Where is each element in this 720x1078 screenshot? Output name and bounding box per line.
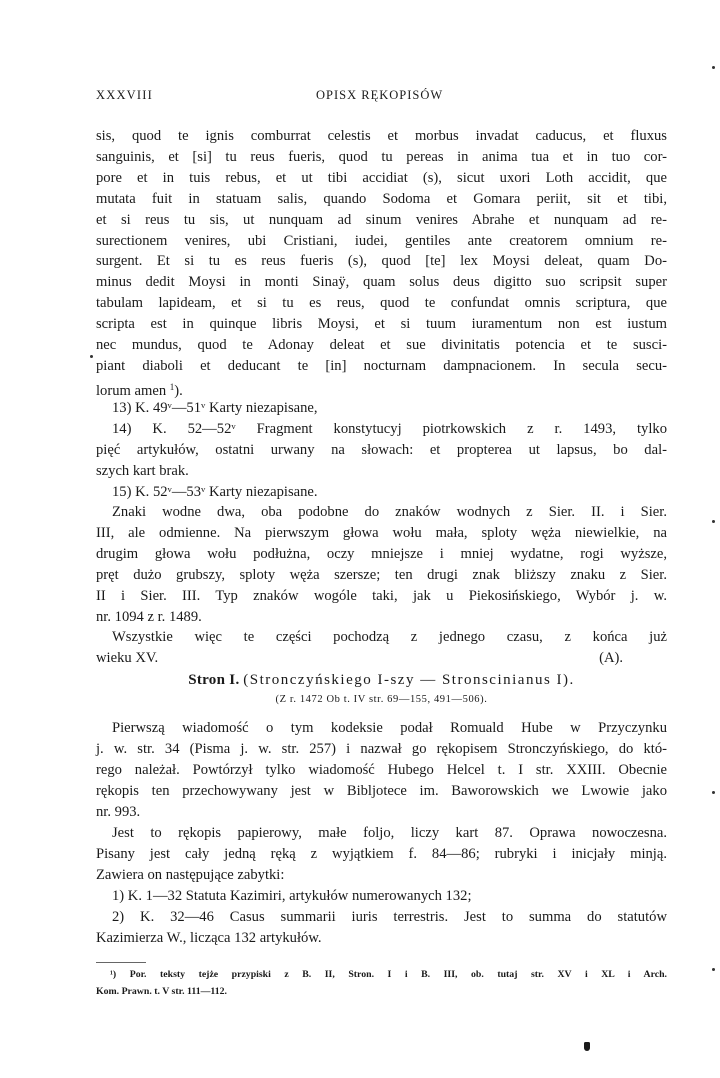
footnote-divider bbox=[96, 962, 146, 963]
text-line: Wszystkie więc te części pochodzą z jednego czasu, z końca już bbox=[112, 629, 667, 646]
text-line: Kazimierza W., licząca 132 artykułów. bbox=[96, 929, 322, 946]
scan-speck bbox=[712, 791, 715, 794]
list-item: 14) K. 52—52ᵛ Fragment konstytucyj piotrkowskich z r. 1493, tylko bbox=[112, 420, 667, 437]
footnote-line: ¹) Por. teksty tejże przypiski z B. II, Stron. I i B. III, ob. tutaj str. XV i XL i Arch. bbox=[110, 969, 667, 980]
text-line: surectionem venires, ubi Cristiani, iudei, gentiles ante creatorem omnium re- bbox=[96, 232, 667, 249]
source-mark: (A). bbox=[599, 650, 623, 667]
text-fragment: ). bbox=[174, 382, 183, 399]
watermarks-paragraph bbox=[96, 502, 667, 669]
footnote-mark: 1 bbox=[169, 381, 175, 392]
list-item: 15) K. 52ᵛ—53ᵛ Karty niezapisane. bbox=[112, 483, 318, 500]
latin-paragraph bbox=[96, 126, 667, 402]
text-line: piant diaboli et deducant te [in] nocturnam dampnacionem. In secula secu- bbox=[96, 357, 667, 374]
list-item: 13) K. 49ᵛ—51ᵛ Karty niezapisane, bbox=[112, 400, 318, 416]
section-subtitle: (Z r. 1472 Ob t. IV str. 69—155, 491—506). bbox=[275, 694, 488, 705]
scan-speck bbox=[712, 520, 715, 523]
text-line: Pisany jest cały jedną ręką z wyjątkiem f. 84—86; rubryki i inicjały minją. bbox=[96, 845, 667, 862]
ink-blot bbox=[584, 1042, 590, 1051]
item-list-b bbox=[96, 886, 667, 949]
section-title-bold: Stron I. bbox=[188, 672, 240, 688]
text-line: j. w. str. 34 (Pisma j. w. str. 257) i nazwał go rękopisem Stronczyńskiego, do któ- bbox=[96, 740, 667, 757]
running-title: OPISX RĘKOPISÓW bbox=[316, 88, 444, 102]
text-line: pięć artykułów, ostatni urwany na słowach: et propterea ut lapsus, bo dal- bbox=[96, 441, 667, 458]
footnote-line: Kom. Prawn. t. V str. 111—112. bbox=[96, 986, 227, 997]
text-line: Pierwszą wiadomość o tym kodeksie podał Romuald Hube w Przyczynku bbox=[112, 720, 667, 736]
text-line bbox=[96, 648, 667, 669]
list-item: 2) K. 32—46 Casus summarii iuris terrestris. Jest to summa do statutów bbox=[112, 908, 667, 925]
text-fragment: wieku XV. bbox=[96, 650, 159, 667]
description-paragraph bbox=[96, 718, 667, 823]
page-number: XXXVIII bbox=[96, 88, 153, 102]
text-line: II i Sier. III. Typ znaków wogóle taki, jak u Piekosińskiego, Wybór j. w. bbox=[96, 587, 667, 604]
text-line: rękopis ten przechowywany jest w Bibljotece im. Baworowskich we Lwowie jako bbox=[96, 782, 667, 799]
text-line: sanguinis, et [si] tu reus fueris, quod tu pereas in anima tua et in tuo cor- bbox=[96, 148, 667, 165]
scan-speck bbox=[712, 968, 715, 971]
footnote bbox=[96, 966, 667, 1000]
text-line: surgent. Et si tu es reus fueris (s), quod [te] lex Moysi deleat, quam Do- bbox=[96, 253, 667, 270]
section-title bbox=[96, 672, 667, 689]
scan-speck bbox=[90, 355, 93, 358]
contents-paragraph bbox=[96, 823, 667, 886]
text-line: et si reus tu sis, ut nunquam ad sinum venires Abrahe et nunquam ad re- bbox=[96, 211, 667, 228]
text-line: mutata fuit in statuam salis, quando Sodoma et Gomara periit, sit et tibi, bbox=[96, 190, 667, 207]
text-line: nr. 1094 z r. 1489. bbox=[96, 608, 202, 625]
text-line: pręt dużo grubszy, sploty węża szersze; ten drugi znak bliższy znaku z Sier. bbox=[96, 566, 667, 583]
text-line: szych kart brak. bbox=[96, 462, 189, 479]
scan-speck bbox=[712, 66, 715, 69]
text-fragment: lorum amen bbox=[96, 382, 167, 399]
text-line: sis, quod te ignis comburrat celestis et morbus invadat caducus, et fluxus bbox=[96, 128, 667, 144]
list-item: 1) K. 1—32 Statuta Kazimiri, artykułów numerowanych 132; bbox=[112, 888, 472, 904]
text-line: nr. 993. bbox=[96, 803, 141, 820]
text-line: rego należał. Powtórzył tylko wiadomość Hubego Helcel t. I str. XXIII. Obecnie bbox=[96, 761, 667, 778]
text-line: drugim głowa wołu podłużna, oczy mniejsze i mniej wydatne, rogi wyższe, bbox=[96, 545, 667, 562]
text-line: Znaki wodne dwa, oba podobne do znaków wodnych z Sier. II. i Sier. bbox=[112, 504, 667, 520]
text-line: nec mundus, quod te Adonay deleat et sue divinitatis potencia et te susci- bbox=[96, 337, 667, 354]
page-header bbox=[96, 88, 668, 108]
section-title-rest: (Stronczyńskiego I-szy — Stronscinianus I). bbox=[243, 672, 575, 688]
text-line: tabulam lapideam, et si tu es reus, quod te confundat omnis scriptura, que bbox=[96, 295, 667, 312]
text-line: Jest to rękopis papierowy, małe foljo, liczy kart 87. Oprawa nowoczesna. bbox=[112, 825, 667, 841]
text-line: minus dedit Moysi in monti Sinaÿ, quam solus deus digitto suo scripsit super bbox=[96, 274, 667, 291]
text-line: scripta est in quinque libris Moysi, et si tuum iuramentum non est iustum bbox=[96, 316, 667, 333]
text-line: Zawiera on następujące zabytki: bbox=[96, 866, 285, 883]
item-list-a bbox=[96, 398, 667, 503]
text-line: III, ale odmienne. Na pierwszym głowa wołu mała, sploty węża niewielkie, na bbox=[96, 524, 667, 541]
text-line: pore et in tuis rebus, et ut tibi accidiat (s), sicut uxori Loth accidit, que bbox=[96, 169, 667, 186]
